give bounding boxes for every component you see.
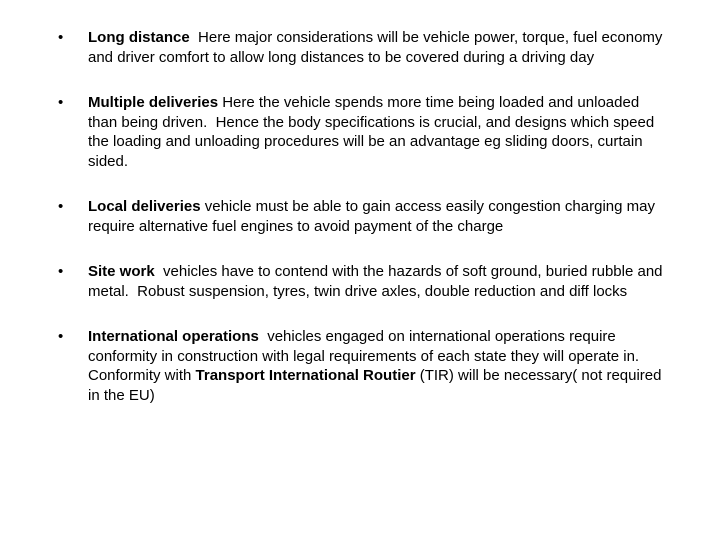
- bullet-term: Site work: [88, 263, 155, 280]
- bullet-text: vehicles have to contend with the hazards of soft ground, buried rubble and metal. Robust suspension, tyres, twin drive axles, double reduction and diff locks: [88, 263, 667, 300]
- bullet-text: vehicles engaged on international operations require conformity in construction with legal requirements of each state they will operate in. Conformity with: [88, 328, 648, 384]
- bullet-term: International operations: [88, 328, 259, 345]
- bullet-icon: •: [58, 263, 64, 280]
- bullet-term: Local deliveries: [88, 198, 201, 215]
- bullet-text: Here the vehicle spends more time being loaded and unloaded than being driven. Hence the body specifications is crucial, and designs which speed the loading and unloading procedures will be an advantage eg sliding doors, curtain sided.: [88, 94, 659, 170]
- bullet-term: Long distance: [88, 29, 190, 46]
- bullet-list: [58, 28, 668, 431]
- bullet-text: vehicle must be able to gain access easily congestion charging may require alternative fuel engines to avoid payment of the charge: [88, 198, 660, 235]
- bullet-item-local-deliveries: [58, 197, 668, 236]
- bullet-item-international-operations: [58, 327, 668, 405]
- bullet-icon: •: [58, 328, 64, 345]
- bullet-icon: •: [58, 94, 64, 111]
- bullet-item-long-distance: [58, 28, 668, 67]
- bullet-icon: •: [58, 198, 64, 215]
- bullet-icon: •: [58, 29, 64, 46]
- bullet-text-tir: (TIR) will be necessary( not required in the EU): [88, 367, 666, 404]
- bullet-term-tir: Transport International Routier: [195, 367, 416, 384]
- bullet-item-multiple-deliveries: [58, 93, 668, 171]
- bullet-item-site-work: [58, 262, 668, 301]
- bullet-text: Here major considerations will be vehicle power, torque, fuel economy and driver comfort to allow long distances to be covered during a driving day: [88, 29, 667, 66]
- bullet-term: Multiple deliveries: [88, 94, 219, 111]
